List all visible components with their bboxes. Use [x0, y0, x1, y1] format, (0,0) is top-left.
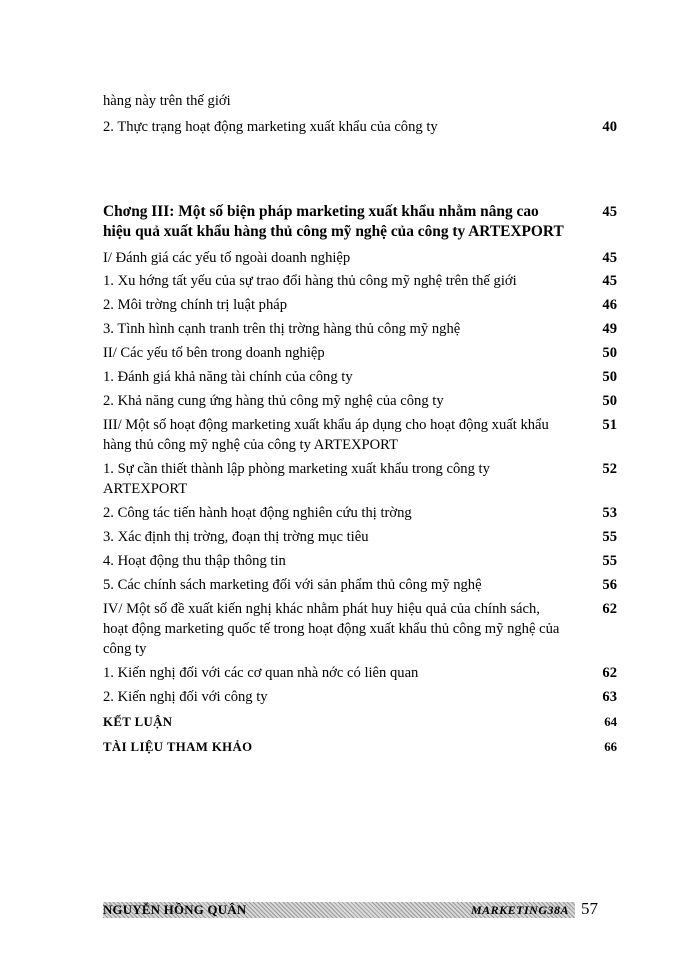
toc-entry-text: KẾT LUẬN — [103, 715, 173, 729]
toc-entry — [103, 248, 617, 268]
toc-entry — [103, 687, 617, 707]
toc-entry — [103, 599, 617, 659]
toc-entry-text: IV/ Một số đề xuất kiến nghị khác nhằm phát huy hiệu quả của chính sách, hoạt động marketing quốc tế trong hoạt động xuất khẩu thủ công mỹ nghệ của công ty — [103, 601, 560, 657]
toc-entry — [103, 367, 617, 387]
toc-entry-text: II/ Các yếu tố bên trong doanh nghiệp — [103, 345, 325, 361]
toc-entry — [103, 271, 617, 291]
table-of-contents — [103, 91, 617, 757]
footer-author: NGUYỄN HỒNG QUÂN — [103, 903, 247, 917]
toc-entry-text: 2. Kiến nghị đối với công ty — [103, 689, 268, 705]
toc-entry-page: 50 — [602, 393, 617, 409]
toc-entry — [103, 391, 617, 411]
toc-entry-text: 1. Kiến nghị đối với các cơ quan nhà nớc có liên quan — [103, 665, 419, 681]
toc-entry-page: 55 — [602, 529, 617, 545]
toc-entry-text: 2. Công tác tiến hành hoạt động nghiên cứu thị trờng — [103, 505, 412, 521]
toc-entry-text: 5. Các chính sách marketing đối với sản phẩm thủ công mỹ nghệ — [103, 577, 482, 593]
toc-entry-page: 53 — [602, 505, 617, 521]
toc-entry-text: 4. Hoạt động thu thập thông tin — [103, 553, 286, 569]
toc-entry-text: 2. Môi trờng chính trị luật pháp — [103, 297, 288, 313]
toc-entry-page: 64 — [604, 715, 617, 729]
toc-entry-text: III/ Một số hoạt động marketing xuất khẩu áp dụng cho hoạt động xuất khẩu hàng thủ công mỹ nghệ của công ty ARTEXPORT — [103, 417, 549, 453]
toc-entry — [103, 575, 617, 595]
toc-entry-text: I/ Đánh giá các yếu tố ngoài doanh nghiệp — [103, 250, 351, 266]
toc-entry-page: 46 — [602, 297, 617, 313]
footer-brand: MARKETING38A — [470, 903, 569, 917]
toc-entry — [103, 319, 617, 339]
toc-entry-page: 52 — [602, 461, 617, 477]
toc-entry-page: 45 — [602, 250, 617, 266]
toc-entry-page: 40 — [602, 119, 617, 135]
toc-entry-text: 1. Đánh giá khả năng tài chính của công ty — [103, 369, 353, 385]
toc-entry-page: 62 — [602, 665, 617, 681]
toc-entry — [103, 117, 617, 137]
toc-entry — [103, 663, 617, 683]
toc-entry-page: 66 — [604, 740, 617, 754]
toc-entry — [103, 415, 617, 455]
toc-entry-page: 50 — [602, 345, 617, 361]
toc-entry-page: 51 — [602, 417, 617, 433]
toc-entry-text: 2. Khả năng cung ứng hàng thủ công mỹ nghệ của công ty — [103, 393, 444, 409]
toc-entry — [103, 459, 617, 499]
toc-entry-page: 45 — [602, 204, 617, 220]
toc-entry — [103, 503, 617, 523]
toc-entry-text: 1. Sự cần thiết thành lập phòng marketing xuất khẩu trong công ty ARTEXPORT — [103, 461, 490, 497]
toc-entry — [103, 527, 617, 547]
toc-entry-page: 50 — [602, 369, 617, 385]
toc-entry-text: hàng này trên thế giới — [103, 93, 231, 109]
toc-entry-text: TÀI LIỆU THAM KHẢO — [103, 740, 253, 754]
toc-entry-page: 55 — [602, 553, 617, 569]
toc-conclusion-entry — [103, 712, 617, 732]
page-footer — [103, 902, 575, 918]
toc-entry-text: 3. Xác định thị trờng, đoạn thị trờng mục tiêu — [103, 529, 369, 545]
toc-entry-text: 2. Thực trạng hoạt động marketing xuất khẩu của công ty — [103, 119, 438, 135]
toc-entry-text: 1. Xu hớng tất yếu của sự trao đổi hàng thủ công mỹ nghệ trên thế giới — [103, 273, 517, 289]
toc-entry-text: Chơng III: Một số biện pháp marketing xuất khẩu nhằm nâng cao hiệu quả xuất khẩu hàng thủ công mỹ nghệ của công ty ARTEXPORT — [103, 203, 564, 240]
page-number: 57 — [581, 899, 598, 918]
toc-entry-text: 3. Tình hình cạnh tranh trên thị trờng hàng thủ công mỹ nghệ — [103, 321, 461, 337]
toc-references-entry — [103, 737, 617, 757]
toc-entry — [103, 551, 617, 571]
toc-entry — [103, 295, 617, 315]
toc-entry — [103, 343, 617, 363]
toc-entry-page: 56 — [602, 577, 617, 593]
toc-chapter-entry — [103, 202, 617, 242]
toc-entry-page: 45 — [602, 273, 617, 289]
toc-entry-page: 49 — [602, 321, 617, 337]
toc-entry-page: 63 — [602, 689, 617, 705]
toc-entry-page: 62 — [602, 601, 617, 617]
toc-entry — [103, 91, 617, 111]
